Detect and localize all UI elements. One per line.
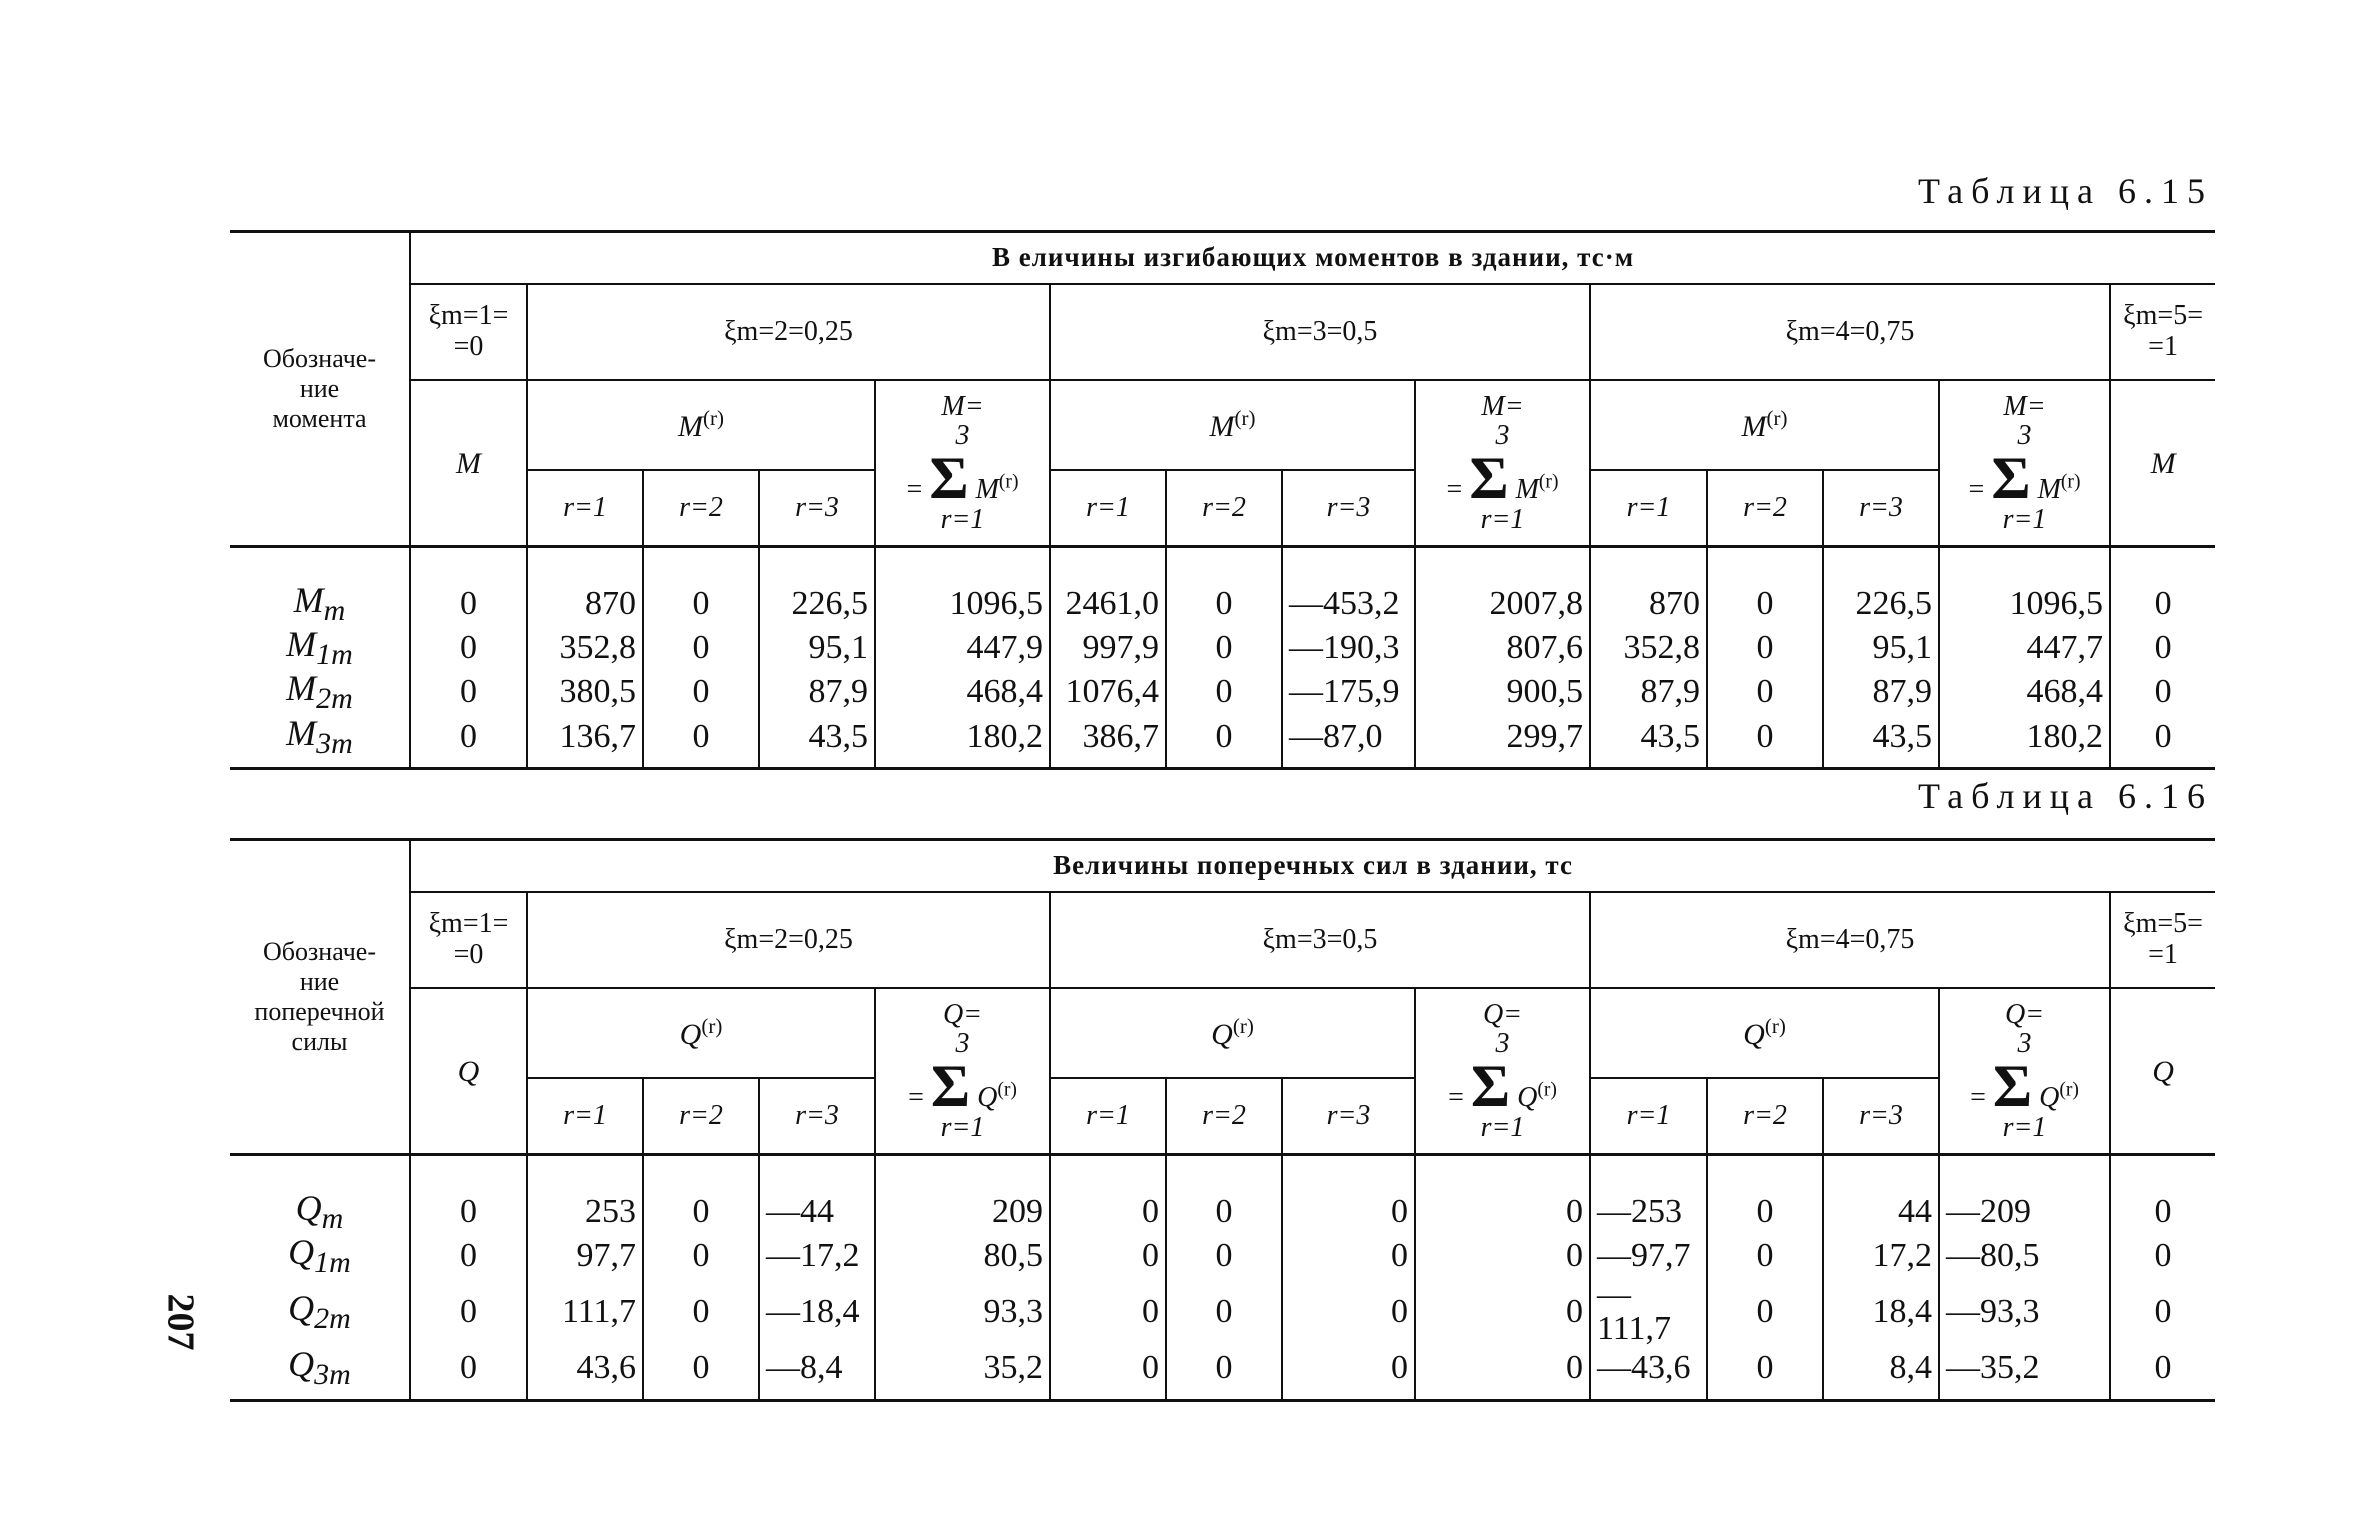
table-row <box>230 1346 2215 1400</box>
table-cell: 997,9 <box>1050 626 1166 670</box>
table-cell: 0 <box>410 670 527 714</box>
table-cell: 0 <box>2110 547 2215 627</box>
table-row <box>230 670 2215 714</box>
table-cell: 0 <box>1707 715 1823 769</box>
table-cell: 0 <box>1050 1155 1166 1235</box>
single-col-label-1: Q <box>410 988 527 1155</box>
table-cell: 0 <box>410 1278 527 1346</box>
table-cell: 2461,0 <box>1050 547 1166 627</box>
table-cell: 87,9 <box>1823 670 1939 714</box>
single-col-label-5: M <box>2110 380 2215 547</box>
table-cell: 0 <box>1166 715 1282 769</box>
table-cell: 180,2 <box>1939 715 2110 769</box>
table-cell: 253 <box>527 1155 643 1235</box>
sum-label-4: M= 3 = Σ $M^{(r)}$ r=1 <box>1939 380 2110 547</box>
table-cell: 0 <box>1282 1278 1415 1346</box>
xi-header-4: ξm=4=0,75 <box>1590 892 2110 988</box>
group-label-2: $M^{(r)}$ <box>527 380 875 470</box>
table-cell: 136,7 <box>527 715 643 769</box>
table-cell: 0 <box>410 547 527 627</box>
xi-header-2: ξm=2=0,25 <box>527 892 1050 988</box>
table-cell: 468,4 <box>875 670 1050 714</box>
row-name: $M_{3m}$ <box>230 715 410 769</box>
xi-header-5: ξm=5= =1 <box>2110 284 2215 380</box>
r-label: r=3 <box>1282 470 1415 547</box>
sum-label-2: M= 3 = Σ $M^{(r)}$ r=1 <box>875 380 1050 547</box>
xi-header-1: ξm=1= =0 <box>410 892 527 988</box>
table-cell: 870 <box>527 547 643 627</box>
xi-header-4: ξm=4=0,75 <box>1590 284 2110 380</box>
table-cell: 0 <box>643 547 759 627</box>
table-cell: 352,8 <box>1590 626 1707 670</box>
row-name: $Q_m$ <box>230 1155 410 1235</box>
table-cell: 0 <box>1707 547 1823 627</box>
table-cell: 0 <box>1166 1234 1282 1278</box>
table-cell: 8,4 <box>1823 1346 1939 1400</box>
table-cell: —253 <box>1590 1155 1707 1235</box>
r-label: r=3 <box>1823 1078 1939 1155</box>
r-label: r=1 <box>1050 470 1166 547</box>
r-label: r=2 <box>1707 1078 1823 1155</box>
table-title: Величины поперечных сил в здании, тс <box>410 840 2215 893</box>
table-cell: 0 <box>1166 1278 1282 1346</box>
table-row <box>230 1234 2215 1278</box>
r-label: r=2 <box>1707 470 1823 547</box>
table-cell: 0 <box>1050 1234 1166 1278</box>
table-cell: 43,5 <box>1823 715 1939 769</box>
r-label: r=1 <box>1590 1078 1707 1155</box>
table-cell: 0 <box>410 1234 527 1278</box>
table-cell: 43,6 <box>527 1346 643 1400</box>
table-cell: —209 <box>1939 1155 2110 1235</box>
table-cell: 209 <box>875 1155 1050 1235</box>
table-cell: 0 <box>2110 670 2215 714</box>
table-cell: 0 <box>1166 1346 1282 1400</box>
table-cell: 0 <box>1707 1155 1823 1235</box>
table-cell: 180,2 <box>875 715 1050 769</box>
table-cell: 0 <box>1707 1278 1823 1346</box>
table-cell: 87,9 <box>759 670 875 714</box>
table-cell: 0 <box>1050 1278 1166 1346</box>
name-column-header: Обозначе- ние поперечной силы <box>230 840 410 1155</box>
table-cell: 226,5 <box>759 547 875 627</box>
r-label: r=2 <box>643 470 759 547</box>
table-cell: —111,7 <box>1590 1278 1707 1346</box>
table-cell: 0 <box>1415 1155 1590 1235</box>
table-cell: 447,9 <box>875 626 1050 670</box>
table-cell: 80,5 <box>875 1234 1050 1278</box>
table-cell: 0 <box>410 626 527 670</box>
table-cell: 0 <box>643 1234 759 1278</box>
table-cell: —43,6 <box>1590 1346 1707 1400</box>
table-cell: 97,7 <box>527 1234 643 1278</box>
table-cell: —44 <box>759 1155 875 1235</box>
table-cell: 0 <box>1282 1234 1415 1278</box>
table-cell: 0 <box>1415 1234 1590 1278</box>
table-cell: 0 <box>1166 626 1282 670</box>
table-cell: 18,4 <box>1823 1278 1939 1346</box>
xi-header-5: ξm=5= =1 <box>2110 892 2215 988</box>
table-cell: 1096,5 <box>875 547 1050 627</box>
table-cell: 0 <box>1415 1278 1590 1346</box>
table-row <box>230 547 2215 627</box>
table-cell: 468,4 <box>1939 670 2110 714</box>
table-6-15-caption: Таблица 6.15 <box>1918 171 2213 211</box>
table-cell: 226,5 <box>1823 547 1939 627</box>
table-cell: 0 <box>410 715 527 769</box>
table-cell: 0 <box>643 1346 759 1400</box>
table-6-16-caption: Таблица 6.16 <box>1918 776 2213 816</box>
row-name: $M_m$ <box>230 547 410 627</box>
table-cell: 0 <box>2110 715 2215 769</box>
table-cell: 0 <box>643 626 759 670</box>
table-cell: 95,1 <box>759 626 875 670</box>
table-row <box>230 1278 2215 1346</box>
table-cell: —453,2 <box>1282 547 1415 627</box>
table-cell: 0 <box>1166 1155 1282 1235</box>
table-cell: 0 <box>1707 670 1823 714</box>
sum-label-4: Q= 3 = Σ $Q^{(r)}$ r=1 <box>1939 988 2110 1155</box>
table-cell: 0 <box>1282 1346 1415 1400</box>
xi-header-3: ξm=3=0,5 <box>1050 892 1590 988</box>
table-cell: 0 <box>1415 1346 1590 1400</box>
table-cell: 0 <box>410 1155 527 1235</box>
table-cell: —80,5 <box>1939 1234 2110 1278</box>
table-cell: 0 <box>2110 1278 2215 1346</box>
row-name: $Q_{2m}$ <box>230 1278 410 1346</box>
table-cell: —175,9 <box>1282 670 1415 714</box>
row-name: $M_{1m}$ <box>230 626 410 670</box>
table-cell: 87,9 <box>1590 670 1707 714</box>
table-cell: —190,3 <box>1282 626 1415 670</box>
r-label: r=3 <box>1823 470 1939 547</box>
r-label: r=2 <box>643 1078 759 1155</box>
table-cell: —35,2 <box>1939 1346 2110 1400</box>
page-number: 207 <box>159 1293 202 1351</box>
table-cell: 0 <box>1166 547 1282 627</box>
table-cell: 0 <box>1166 670 1282 714</box>
row-name: $Q_{1m}$ <box>230 1234 410 1278</box>
r-label: r=1 <box>527 470 643 547</box>
table-cell: 386,7 <box>1050 715 1166 769</box>
table-cell: 0 <box>643 1155 759 1235</box>
r-label: r=2 <box>1166 470 1282 547</box>
sum-label-2: Q= 3 = Σ $Q^{(r)}$ r=1 <box>875 988 1050 1155</box>
table-row <box>230 1155 2215 1235</box>
name-column-header: Обозначе- ние момента <box>230 232 410 547</box>
group-label-3: $Q^{(r)}$ <box>1050 988 1415 1078</box>
table-cell: 0 <box>1050 1346 1166 1400</box>
table-cell: 44 <box>1823 1155 1939 1235</box>
table-row <box>230 626 2215 670</box>
table-cell: 0 <box>2110 1346 2215 1400</box>
single-col-label-1: M <box>410 380 527 547</box>
table-cell: 43,5 <box>1590 715 1707 769</box>
table-cell: 299,7 <box>1415 715 1590 769</box>
group-label-4: $M^{(r)}$ <box>1590 380 1939 470</box>
table-cell: 380,5 <box>527 670 643 714</box>
table-cell: 0 <box>643 715 759 769</box>
table-cell: —87,0 <box>1282 715 1415 769</box>
row-name: $M_{2m}$ <box>230 670 410 714</box>
row-name: $Q_{3m}$ <box>230 1346 410 1400</box>
table-cell: 93,3 <box>875 1278 1050 1346</box>
table-cell: —8,4 <box>759 1346 875 1400</box>
table-cell: 0 <box>410 1346 527 1400</box>
table-cell: 352,8 <box>527 626 643 670</box>
table-title: В еличины изгибающих моментов в здании, тс·м <box>410 232 2215 285</box>
single-col-label-5: Q <box>2110 988 2215 1155</box>
table-cell: 447,7 <box>1939 626 2110 670</box>
group-label-3: $M^{(r)}$ <box>1050 380 1415 470</box>
r-label: r=1 <box>527 1078 643 1155</box>
table-cell: 0 <box>643 1278 759 1346</box>
sum-label-3: Q= 3 = Σ $Q^{(r)}$ r=1 <box>1415 988 1590 1155</box>
table-cell: 1096,5 <box>1939 547 2110 627</box>
shear-forces-table <box>230 838 2215 1402</box>
table-cell: 0 <box>1707 1234 1823 1278</box>
table-cell: —17,2 <box>759 1234 875 1278</box>
r-label: r=1 <box>1050 1078 1166 1155</box>
table-cell: 95,1 <box>1823 626 1939 670</box>
table-cell: 870 <box>1590 547 1707 627</box>
group-label-4: $Q^{(r)}$ <box>1590 988 1939 1078</box>
table-cell: 807,6 <box>1415 626 1590 670</box>
table-cell: 35,2 <box>875 1346 1050 1400</box>
table-cell: 0 <box>643 670 759 714</box>
table-cell: 0 <box>2110 626 2215 670</box>
table-cell: 1076,4 <box>1050 670 1166 714</box>
r-label: r=3 <box>759 470 875 547</box>
xi-header-3: ξm=3=0,5 <box>1050 284 1590 380</box>
r-label: r=2 <box>1166 1078 1282 1155</box>
table-cell: —97,7 <box>1590 1234 1707 1278</box>
r-label: r=3 <box>1282 1078 1415 1155</box>
r-label: r=3 <box>759 1078 875 1155</box>
table-cell: 0 <box>1282 1155 1415 1235</box>
xi-header-1: ξm=1= =0 <box>410 284 527 380</box>
table-cell: 17,2 <box>1823 1234 1939 1278</box>
sum-label-3: M= 3 = Σ $M^{(r)}$ r=1 <box>1415 380 1590 547</box>
table-cell: —18,4 <box>759 1278 875 1346</box>
table-cell: 0 <box>1707 626 1823 670</box>
table-cell: 0 <box>2110 1155 2215 1235</box>
group-label-2: $Q^{(r)}$ <box>527 988 875 1078</box>
table-cell: 900,5 <box>1415 670 1590 714</box>
table-cell: 0 <box>2110 1234 2215 1278</box>
table-cell: 2007,8 <box>1415 547 1590 627</box>
table-cell: 111,7 <box>527 1278 643 1346</box>
table-cell: 43,5 <box>759 715 875 769</box>
xi-header-2: ξm=2=0,25 <box>527 284 1050 380</box>
table-cell: —93,3 <box>1939 1278 2110 1346</box>
table-cell: 0 <box>1707 1346 1823 1400</box>
r-label: r=1 <box>1590 470 1707 547</box>
table-row <box>230 715 2215 769</box>
bending-moments-table <box>230 230 2215 770</box>
